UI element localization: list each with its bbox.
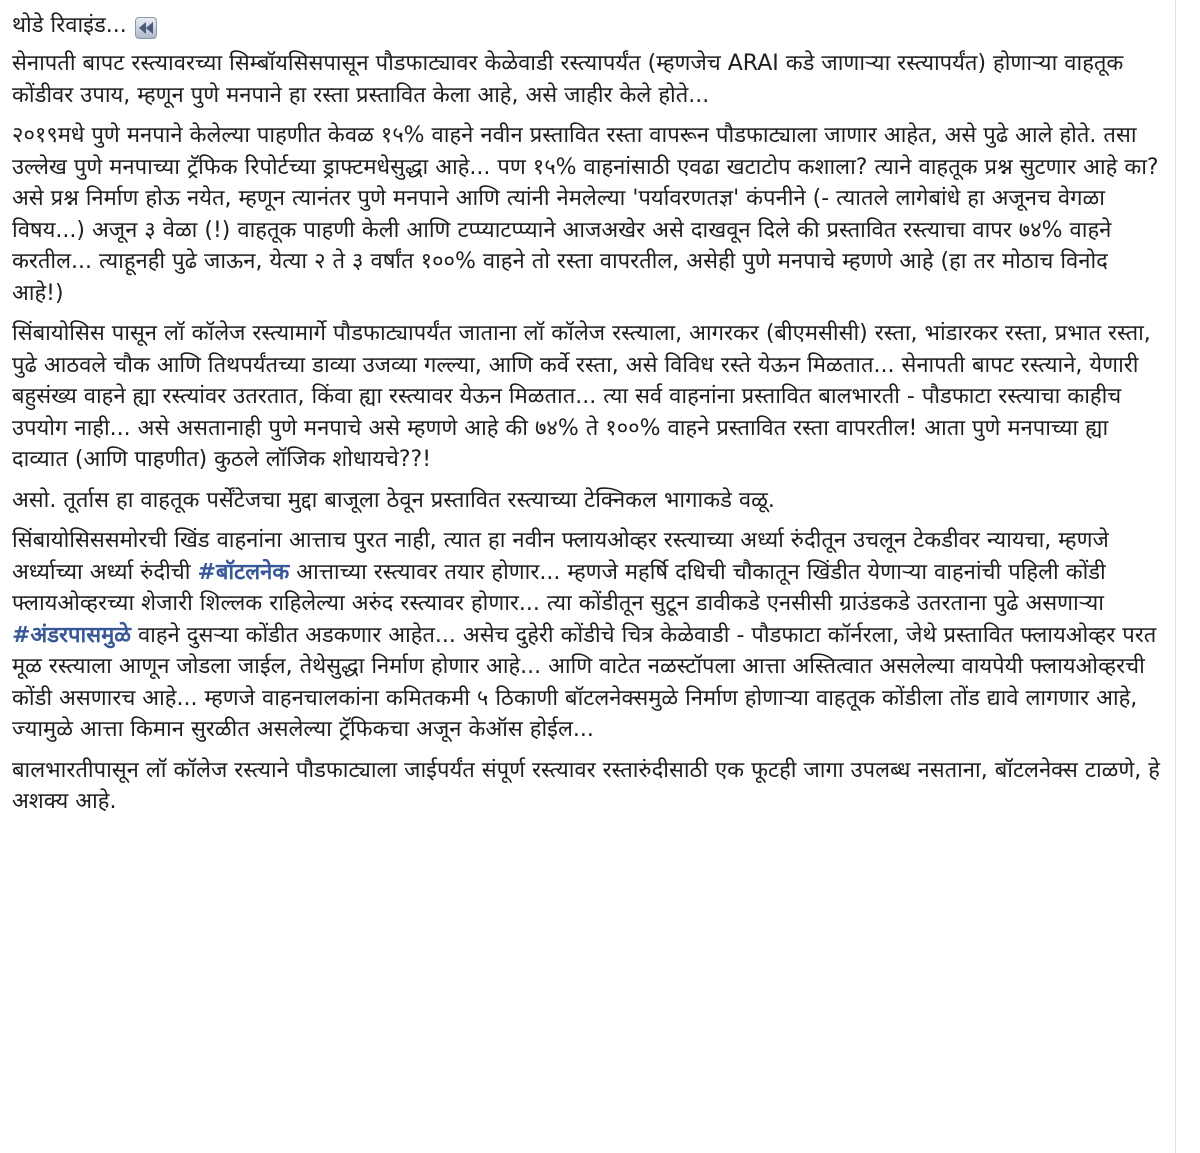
hashtag-bottleneck-link[interactable]: #बॉटलनेक	[197, 559, 290, 585]
paragraph-4: असो. तूर्तास हा वाहतूक पर्सेंटेजचा मुद्दा बाजूला ठेवून प्रस्तावित रस्त्याच्या टेक्निकल भागाकडे वळू.	[12, 487, 775, 513]
post-intro	[12, 10, 1163, 42]
intro-text: थोडे रिवाइंड...	[12, 13, 127, 38]
paragraph-1: सेनापती बापट रस्त्यावरच्या सिम्बॉयसिसपासून पौडफाट्यावर केळेवाडी रस्त्यापर्यंत (म्हणजेच ARAI कडे जाणाऱ्या रस्त्यापर्यंत) होणाऱ्या वाहतूक कोंडीवर उपाय, म्हणून पुणे मनपाने हा रस्ता प्रस्तावित केला आहे, असे जाहीर केले होते...	[12, 51, 1124, 108]
rewind-icon	[135, 17, 157, 39]
paragraph-3: सिंबायोसिस पासून लॉ कॉलेज रस्त्यामार्गे पौडफाट्यापर्यंत जाताना लॉ कॉलेज रस्त्याला, आगरकर (बीएमसीसी) रस्ता, भांडारकर रस्ता, प्रभात रस्ता, पुढे आठवले चौक आणि तिथपर्यंतच्या डाव्या उजव्या गल्ल्या, आणि कर्वे रस्ता, असे विविध रस्ते येऊन मिळतात... सेनापती बापट रस्त्याने, येणारी बहुसंख्य वाहने ह्या रस्त्यांवर उतरतात, किंवा ह्या रस्त्यावर येऊन मिळतात... त्या सर्व वाहनांना प्रस्तावित बालभारती - पौडफाटा रस्त्याचा काहीच उपयोग नाही... असे असतानाही पुणे मनपाचे असे म्हणणे आहे की ७४% ते १००% वाहने प्रस्तावित रस्ता वापरतील! आता पुणे मनपाच्या ह्या दाव्यात (आणि पाहणीत) कुठले लॉजिक शोधायचे??!	[12, 321, 1151, 472]
paragraph-6: बालभारतीपासून लॉ कॉलेज रस्त्याने पौडफाट्याला जाईपर्यंत संपूर्ण रस्त्यावर रस्तारुंदीसाठी एक फूटही जागा उपलब्ध नसताना, बॉटलनेक्स टाळणे, हे अशक्य आहे.	[12, 757, 1160, 814]
hashtag-underpass-link[interactable]: #अंडरपासमुळे	[12, 622, 131, 648]
paragraph-5	[12, 525, 1163, 746]
paragraph-5-part-b: आत्ताच्या रस्त्यावर तयार होणार... म्हणजे महर्षि दधिची चौकातून खिंडीत येणाऱ्या वाहनांची पहिली कोंडी फ्लायओव्हरच्या शेजारी शिल्लक राहिलेल्या अरुंद रस्त्यावर होणार... त्या कोंडीतून सुटून डावीकडे एनसीसी ग्राउंडकडे उतरताना पुढे असणाऱ्या	[12, 559, 1106, 616]
paragraph-5-part-c: वाहने दुसऱ्या कोंडीत अडकणार आहेत... असेच दुहेरी कोंडीचे चित्र केळेवाडी - पौडफाटा कॉर्नरला, जेथे प्रस्तावित फ्लायओव्हर परत मूळ रस्त्याला आणून जोडला जाईल, तेथेसुद्धा निर्माण होणार आहे... आणि वाटेत नळस्टॉपला आत्ता अस्तित्वात असलेल्या वायपेयी फ्लायओव्हरची कोंडी असणारच आहे... म्हणजे वाहनचालकांना कमितकमी ५ ठिकाणी बॉटलनेक्समुळे निर्माण होणाऱ्या वाहतूक कोंडीला तोंड द्यावे लागणार आहे, ज्यामुळे आत्ता किमान सुरळीत असलेल्या ट्रॅफिकचा अजून केऑस होईल...	[12, 622, 1157, 742]
paragraph-2: २०१९मधे पुणे मनपाने केलेल्या पाहणीत केवळ १५% वाहने नवीन प्रस्तावित रस्ता वापरून पौडफाट्याला जाणार आहेत, असे पुढे आले होते. तसा उल्लेख पुणे मनपाच्या ट्रॅफिक रिपोर्टच्या ड्राफ्टमधेसुद्धा आहे... पण १५% वाहनांसाठी एवढा खटाटोप कशाला? त्याने वाहतूक प्रश्न सुटणार आहे का? असे प्रश्न निर्माण होऊ नयेत, म्हणून त्यानंतर पुणे मनपाने आणि त्यांनी नेमलेल्या 'पर्यावरणतज्ञ' कंपनीने (- त्यातले लागेबांधे हा अजूनच वेगळा विषय...) अजून ३ वेळा (!) वाहतूक पाहणी केली आणि टप्प्याटप्प्याने आजअखेर असे दाखवून दिले की प्रस्तावित रस्त्याचा वापर ७४% वाहने करतील... त्याहूनही पुढे जाऊन, येत्या २ ते ३ वर्षांत १००% वाहने तो रस्ता वापरतील, असेही पुणे मनपाचे म्हणणे आहे (हा तर मोठाच विनोद आहे!)	[12, 123, 1159, 306]
paragraph-5-part-a: सिंबायोसिससमोरची खिंड वाहनांना आत्ताच पुरत नाही, त्यात हा नवीन फ्लायओव्हर रस्त्याच्या अर्ध्या रुंदीतून उचलून टेकडीवर न्यायचा, म्हणजे अर्ध्याच्या अर्ध्या रुंदीची	[12, 528, 1109, 585]
